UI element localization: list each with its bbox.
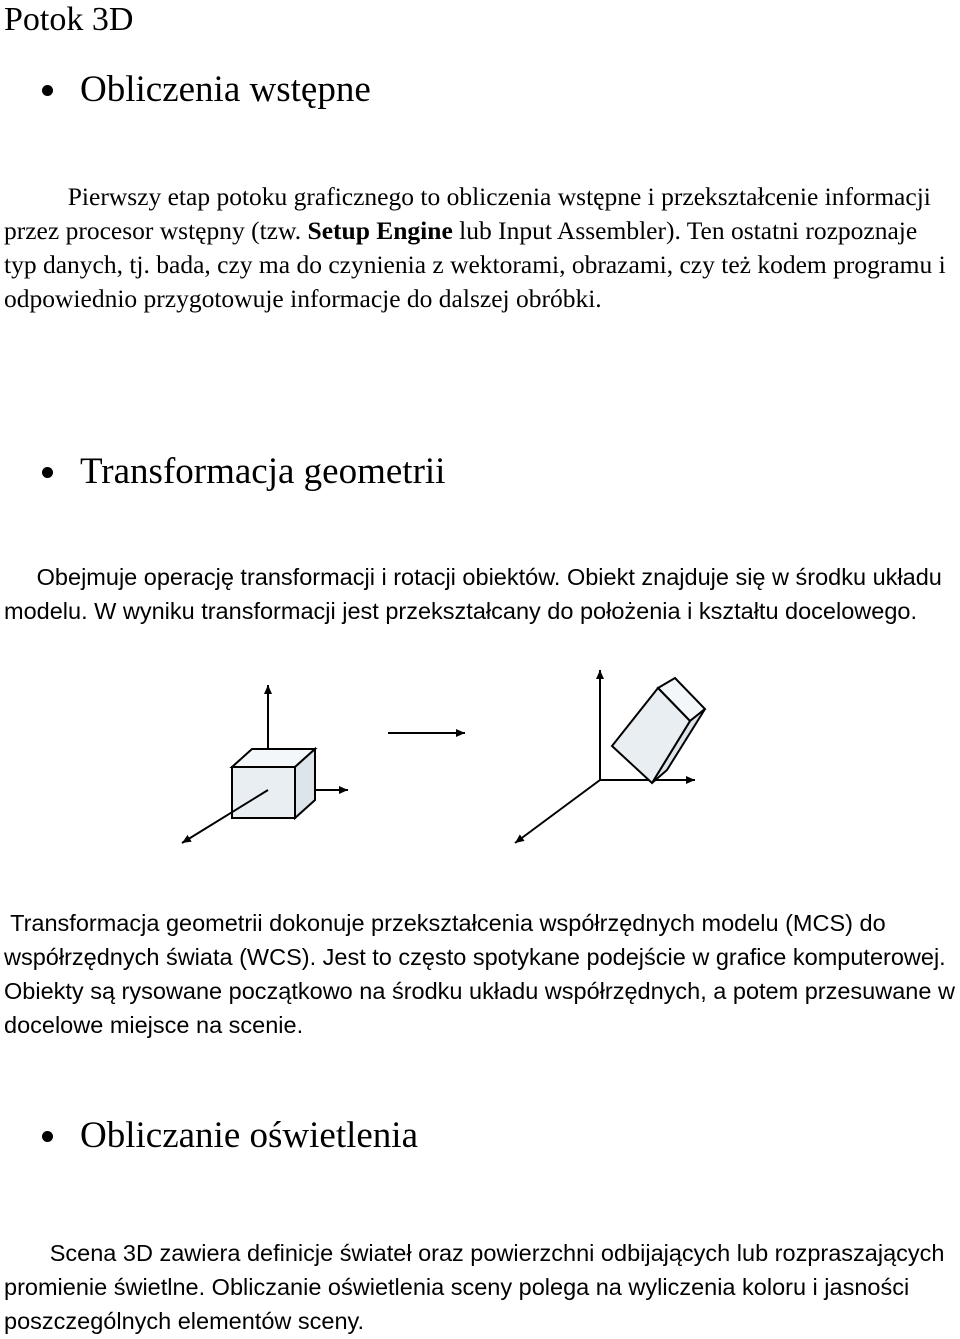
- page-title: Potok 3D: [4, 1, 134, 38]
- bullet-icon: [42, 85, 53, 96]
- paragraph-transform-intro: [4, 560, 956, 628]
- paragraph-transform-intro-text: Obejmuje operację transformacji i rotacji obiektów. Obiekt znajduje się w środku układu modelu. W wyniku transformacji jest przekształcany do położenia i kształtu docelowego.: [4, 564, 942, 624]
- world-z-axis: [515, 780, 600, 843]
- section-heading-1: [42, 68, 371, 112]
- section-heading-2: [42, 450, 445, 494]
- section-heading-2-label: Transformacja geometrii: [80, 451, 446, 492]
- paragraph-lighting-text: Scena 3D zawiera definicje świateł oraz powierzchni odbijających lub rozpraszających promienie świetlne. Obliczanie oświetlenia sceny polega na wyliczenia koloru i jasności poszczególnych elementów sceny.: [4, 1240, 945, 1334]
- paragraph-transform-details: [4, 906, 956, 1042]
- transformation-diagram: [170, 640, 770, 880]
- section-heading-3-label: Obliczanie oświetlenia: [80, 1115, 419, 1156]
- bullet-icon: [42, 467, 53, 478]
- setup-engine-term: Setup Engine: [307, 216, 453, 245]
- section-heading-3: [42, 1114, 418, 1158]
- paragraph-preprocessing: [4, 180, 956, 316]
- paragraph-lighting: [4, 1236, 956, 1338]
- model-coordinate-system: [182, 685, 348, 843]
- paragraph-preprocessing-part-1: Pierwszy etap potoku graficznego to obliczenia wstępne i przekształcenie informacji przez procesor wstępny (tzw.: [4, 182, 931, 245]
- bullet-icon: [42, 1131, 53, 1142]
- section-heading-1-label: Obliczenia wstępne: [80, 69, 371, 110]
- paragraph-preprocessing-part-2: lub Input Assembler). Ten ostatni rozpoznaje typ danych, tj. bada, czy ma do czynienia z wektorami, obrazami, czy też kodem programu i odpowiednio przygotowuje informacje do dalszej obróbki.: [4, 216, 946, 313]
- world-coordinate-system: [515, 670, 705, 843]
- rotated-box-shape: [612, 678, 705, 783]
- paragraph-transform-details-text: Transformacja geometrii dokonuje przekształcenia współrzędnych modelu (MCS) do współrzędnych świata (WCS). Jest to często spotykane podejście w grafice komputerowej. Obiekty są rysowane początkowo na środku układu współrzędnych, a potem przesuwane w docelowe miejsce na scenie.: [4, 910, 955, 1038]
- cube-shape: [232, 749, 315, 818]
